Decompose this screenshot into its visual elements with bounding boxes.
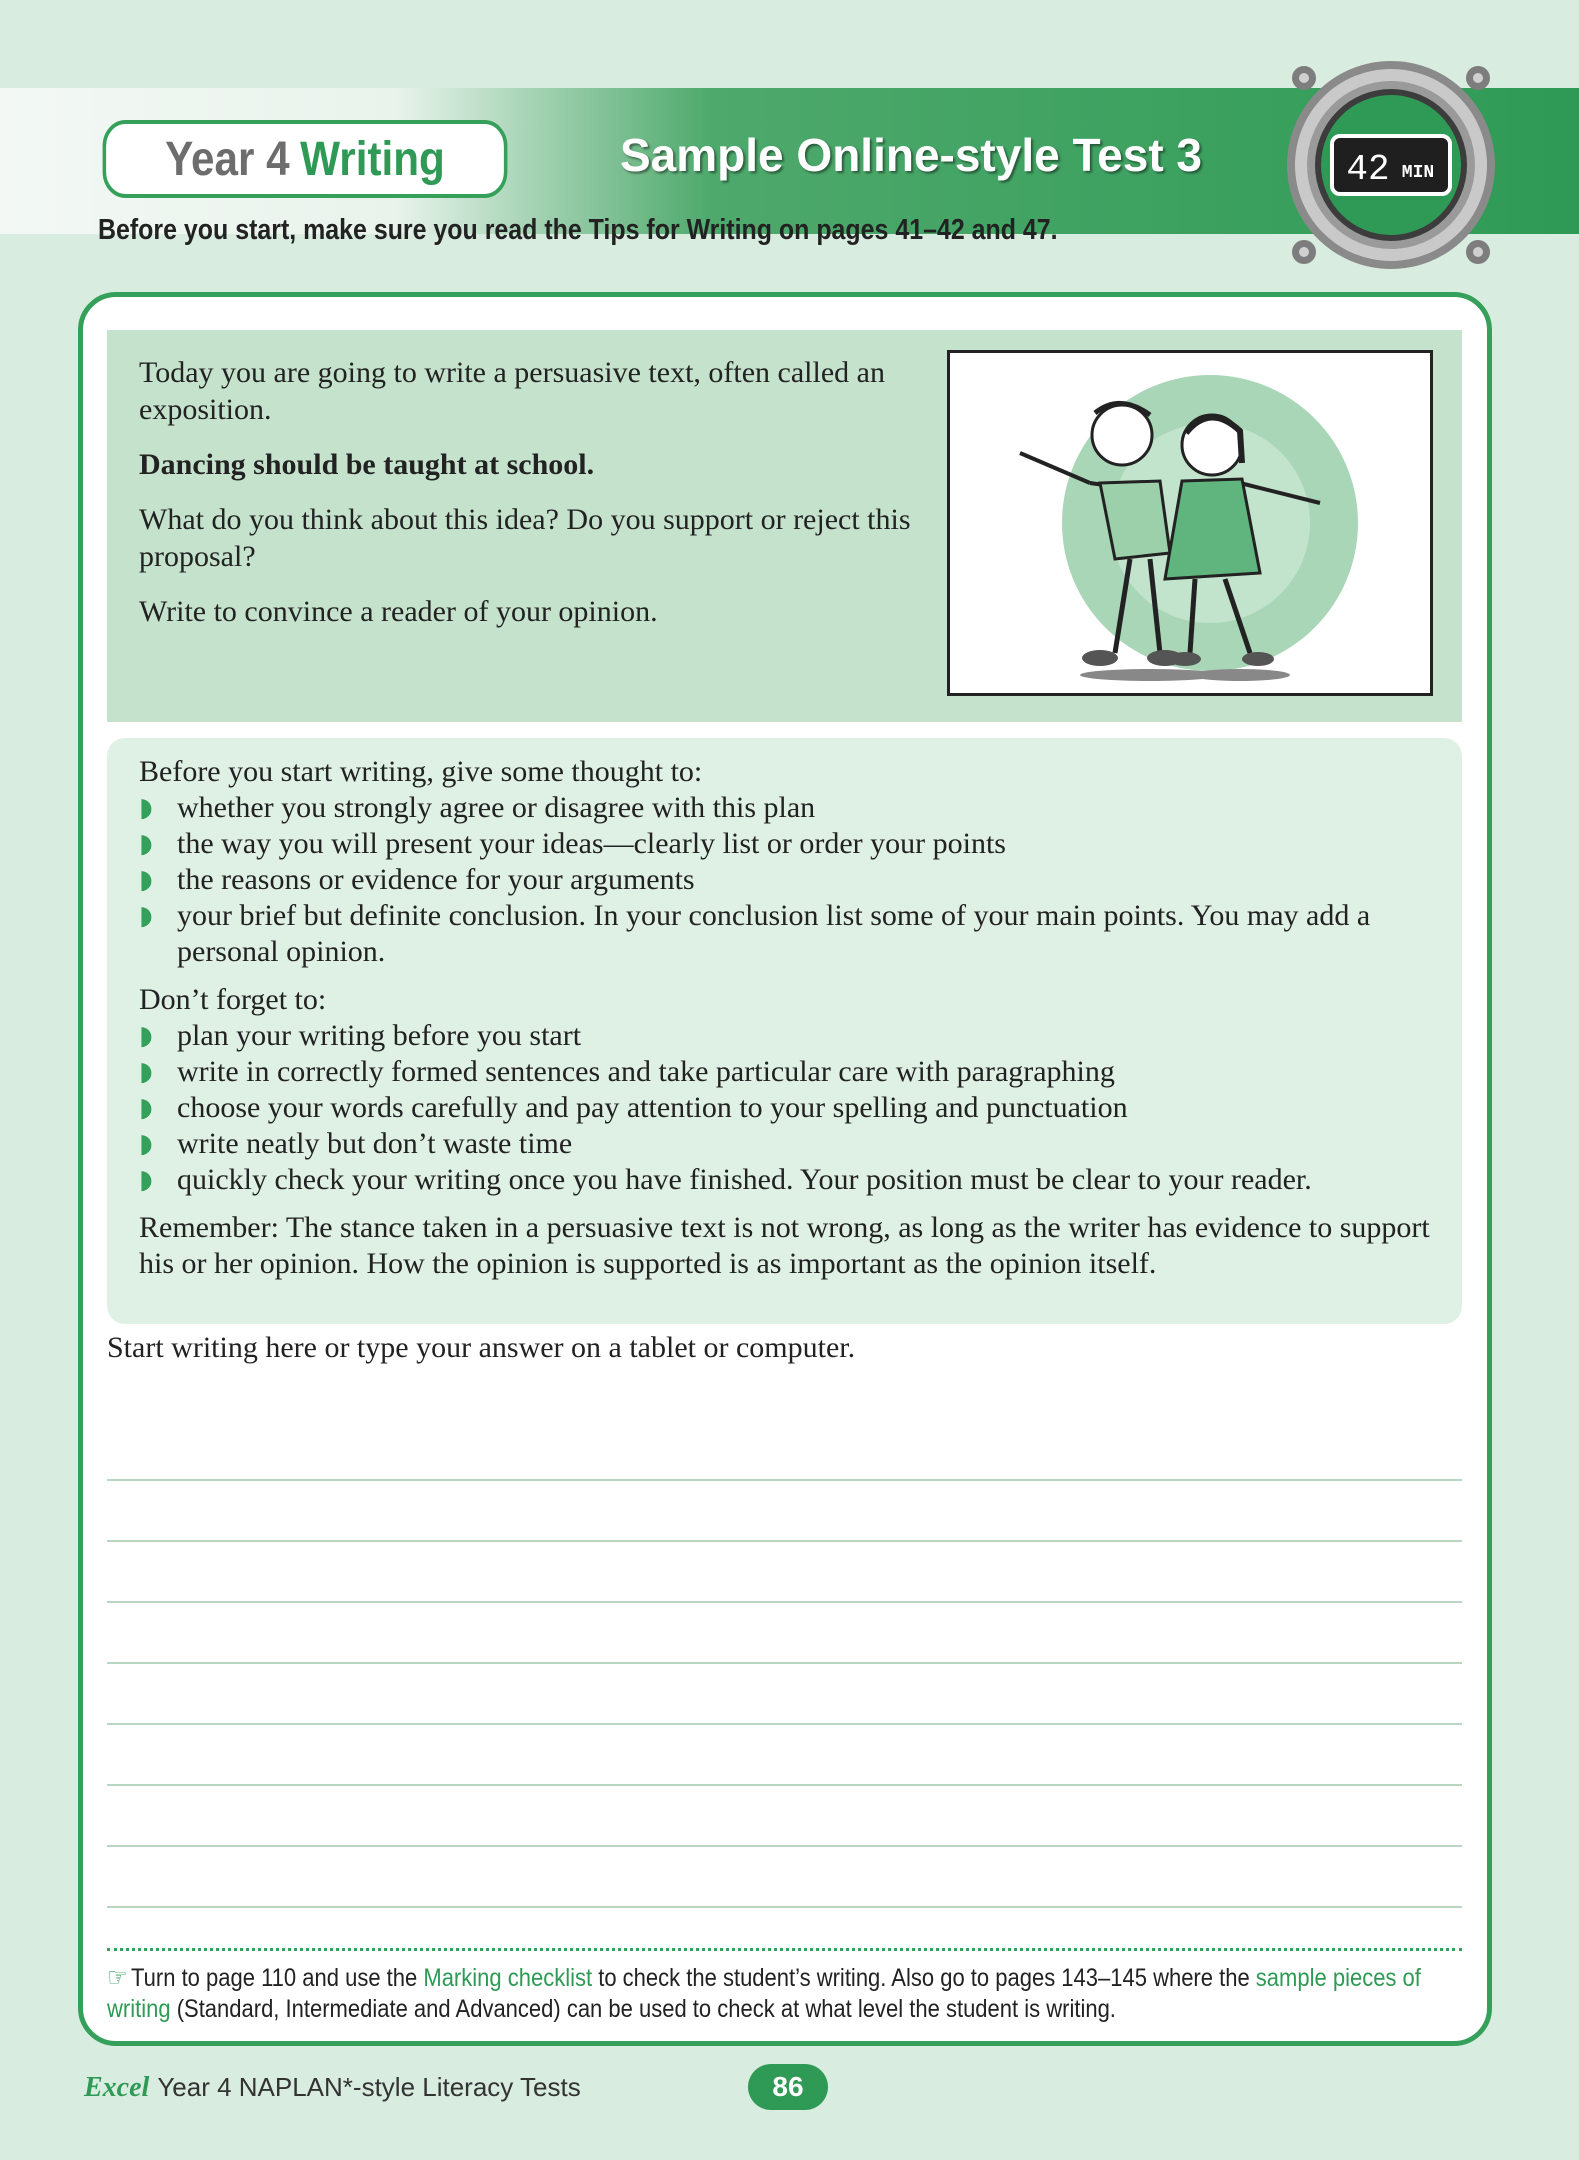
bullet-icon: ◗: [139, 829, 153, 859]
page-title: Sample Online-style Test 3: [620, 129, 1203, 181]
writing-line[interactable]: [107, 1603, 1462, 1664]
list-item: ◗ write neatly but don’t waste time: [139, 1127, 573, 1160]
sample-writing-link: sample pieces of writing: [107, 1964, 1421, 2023]
writing-line[interactable]: [107, 1481, 1462, 1542]
bullet-icon: ◗: [139, 1129, 153, 1159]
list-item: ◗ quickly check your writing once you have finished. Your position must be clear to your reader.: [139, 1163, 1312, 1196]
dancing-children-illustration: [947, 350, 1433, 696]
writing-line[interactable]: [107, 1847, 1462, 1908]
year-subject-label: [103, 120, 508, 198]
list-item: ◗ the way you will present your ideas—clearly list or order your points: [139, 827, 1006, 860]
page-number: 86: [748, 2064, 828, 2110]
writing-line[interactable]: [107, 1664, 1462, 1725]
list-item: ◗ your brief but definite conclusion. In your conclusion list some of your main points. You may add a personal opinion.: [139, 899, 1371, 968]
dont-forget-lead: Don’t forget to:: [139, 983, 327, 1016]
marking-note: ☞ Turn to page 110 and use the Marking checklist to check the student’s writing. Also go to pages 143–145 where the sample pieces of writing (Standard, Intermediate and Advanced) can be used to check at what level the student is writing.: [107, 1948, 1462, 2025]
bullet-icon: ◗: [139, 793, 153, 823]
subject-label: Writing: [300, 132, 445, 186]
bullet-icon: ◗: [139, 865, 153, 895]
writing-line[interactable]: [107, 1542, 1462, 1603]
prompt-topic: Dancing should be taught at school.: [139, 448, 595, 481]
book-title: Year 4 NAPLAN*-style Literacy Tests: [157, 2072, 581, 2102]
timer-unit: MIN: [1401, 163, 1435, 183]
bullet-icon: ◗: [139, 901, 153, 931]
bullet-icon: ◗: [139, 1165, 153, 1195]
tips-lead: Before you start writing, give some thought to:: [139, 755, 703, 788]
writing-area[interactable]: [107, 1420, 1462, 1908]
writing-line[interactable]: [107, 1725, 1462, 1786]
bullet-icon: ◗: [139, 1021, 153, 1051]
prompt-box: [107, 330, 1462, 722]
writing-line[interactable]: [107, 1420, 1462, 1481]
list-item: ◗ choose your words carefully and pay attention to your spelling and punctuation: [139, 1091, 1128, 1124]
marking-checklist-link: Marking checklist: [423, 1964, 593, 1992]
tips-list: [139, 790, 1439, 970]
timer-icon: [1282, 56, 1500, 274]
timer-value: 42: [1346, 149, 1390, 190]
before-start-note: Before you start, make sure you read the Tips for Writing on pages 41–42 and 47.: [98, 214, 1058, 246]
bullet-icon: ◗: [139, 1093, 153, 1123]
list-item: ◗ plan your writing before you start: [139, 1019, 582, 1052]
list-item: ◗ the reasons or evidence for your arguments: [139, 863, 695, 896]
start-writing-label: Start writing here or type your answer on a tablet or computer.: [107, 1331, 856, 1364]
prompt-intro: Today you are going to write a persuasive text, often called an exposition.: [139, 356, 885, 426]
brand-logo: Excel: [84, 2072, 150, 2103]
year-label: Year 4: [165, 132, 290, 186]
pointing-hand-icon: ☞: [107, 1963, 128, 1993]
list-item: ◗ write in correctly formed sentences and take particular care with paragraphing: [139, 1055, 1115, 1088]
prompt-instruction: Write to convince a reader of your opinion.: [139, 595, 658, 628]
prompt-text: [139, 354, 939, 648]
list-item: ◗ whether you strongly agree or disagree with this plan: [139, 791, 816, 824]
page-footer: [84, 2072, 581, 2104]
prompt-question: What do you think about this idea? Do you support or reject this proposal?: [139, 503, 911, 573]
bullet-icon: ◗: [139, 1057, 153, 1087]
remember-note: Remember: The stance taken in a persuasive text is not wrong, as long as the writer has evidence to support his or her opinion. How the opinion is supported is as important as the opinion itself.: [139, 1211, 1430, 1280]
writing-line[interactable]: [107, 1786, 1462, 1847]
writing-tips-box: [107, 738, 1462, 1324]
dont-forget-list: [139, 1018, 1439, 1198]
